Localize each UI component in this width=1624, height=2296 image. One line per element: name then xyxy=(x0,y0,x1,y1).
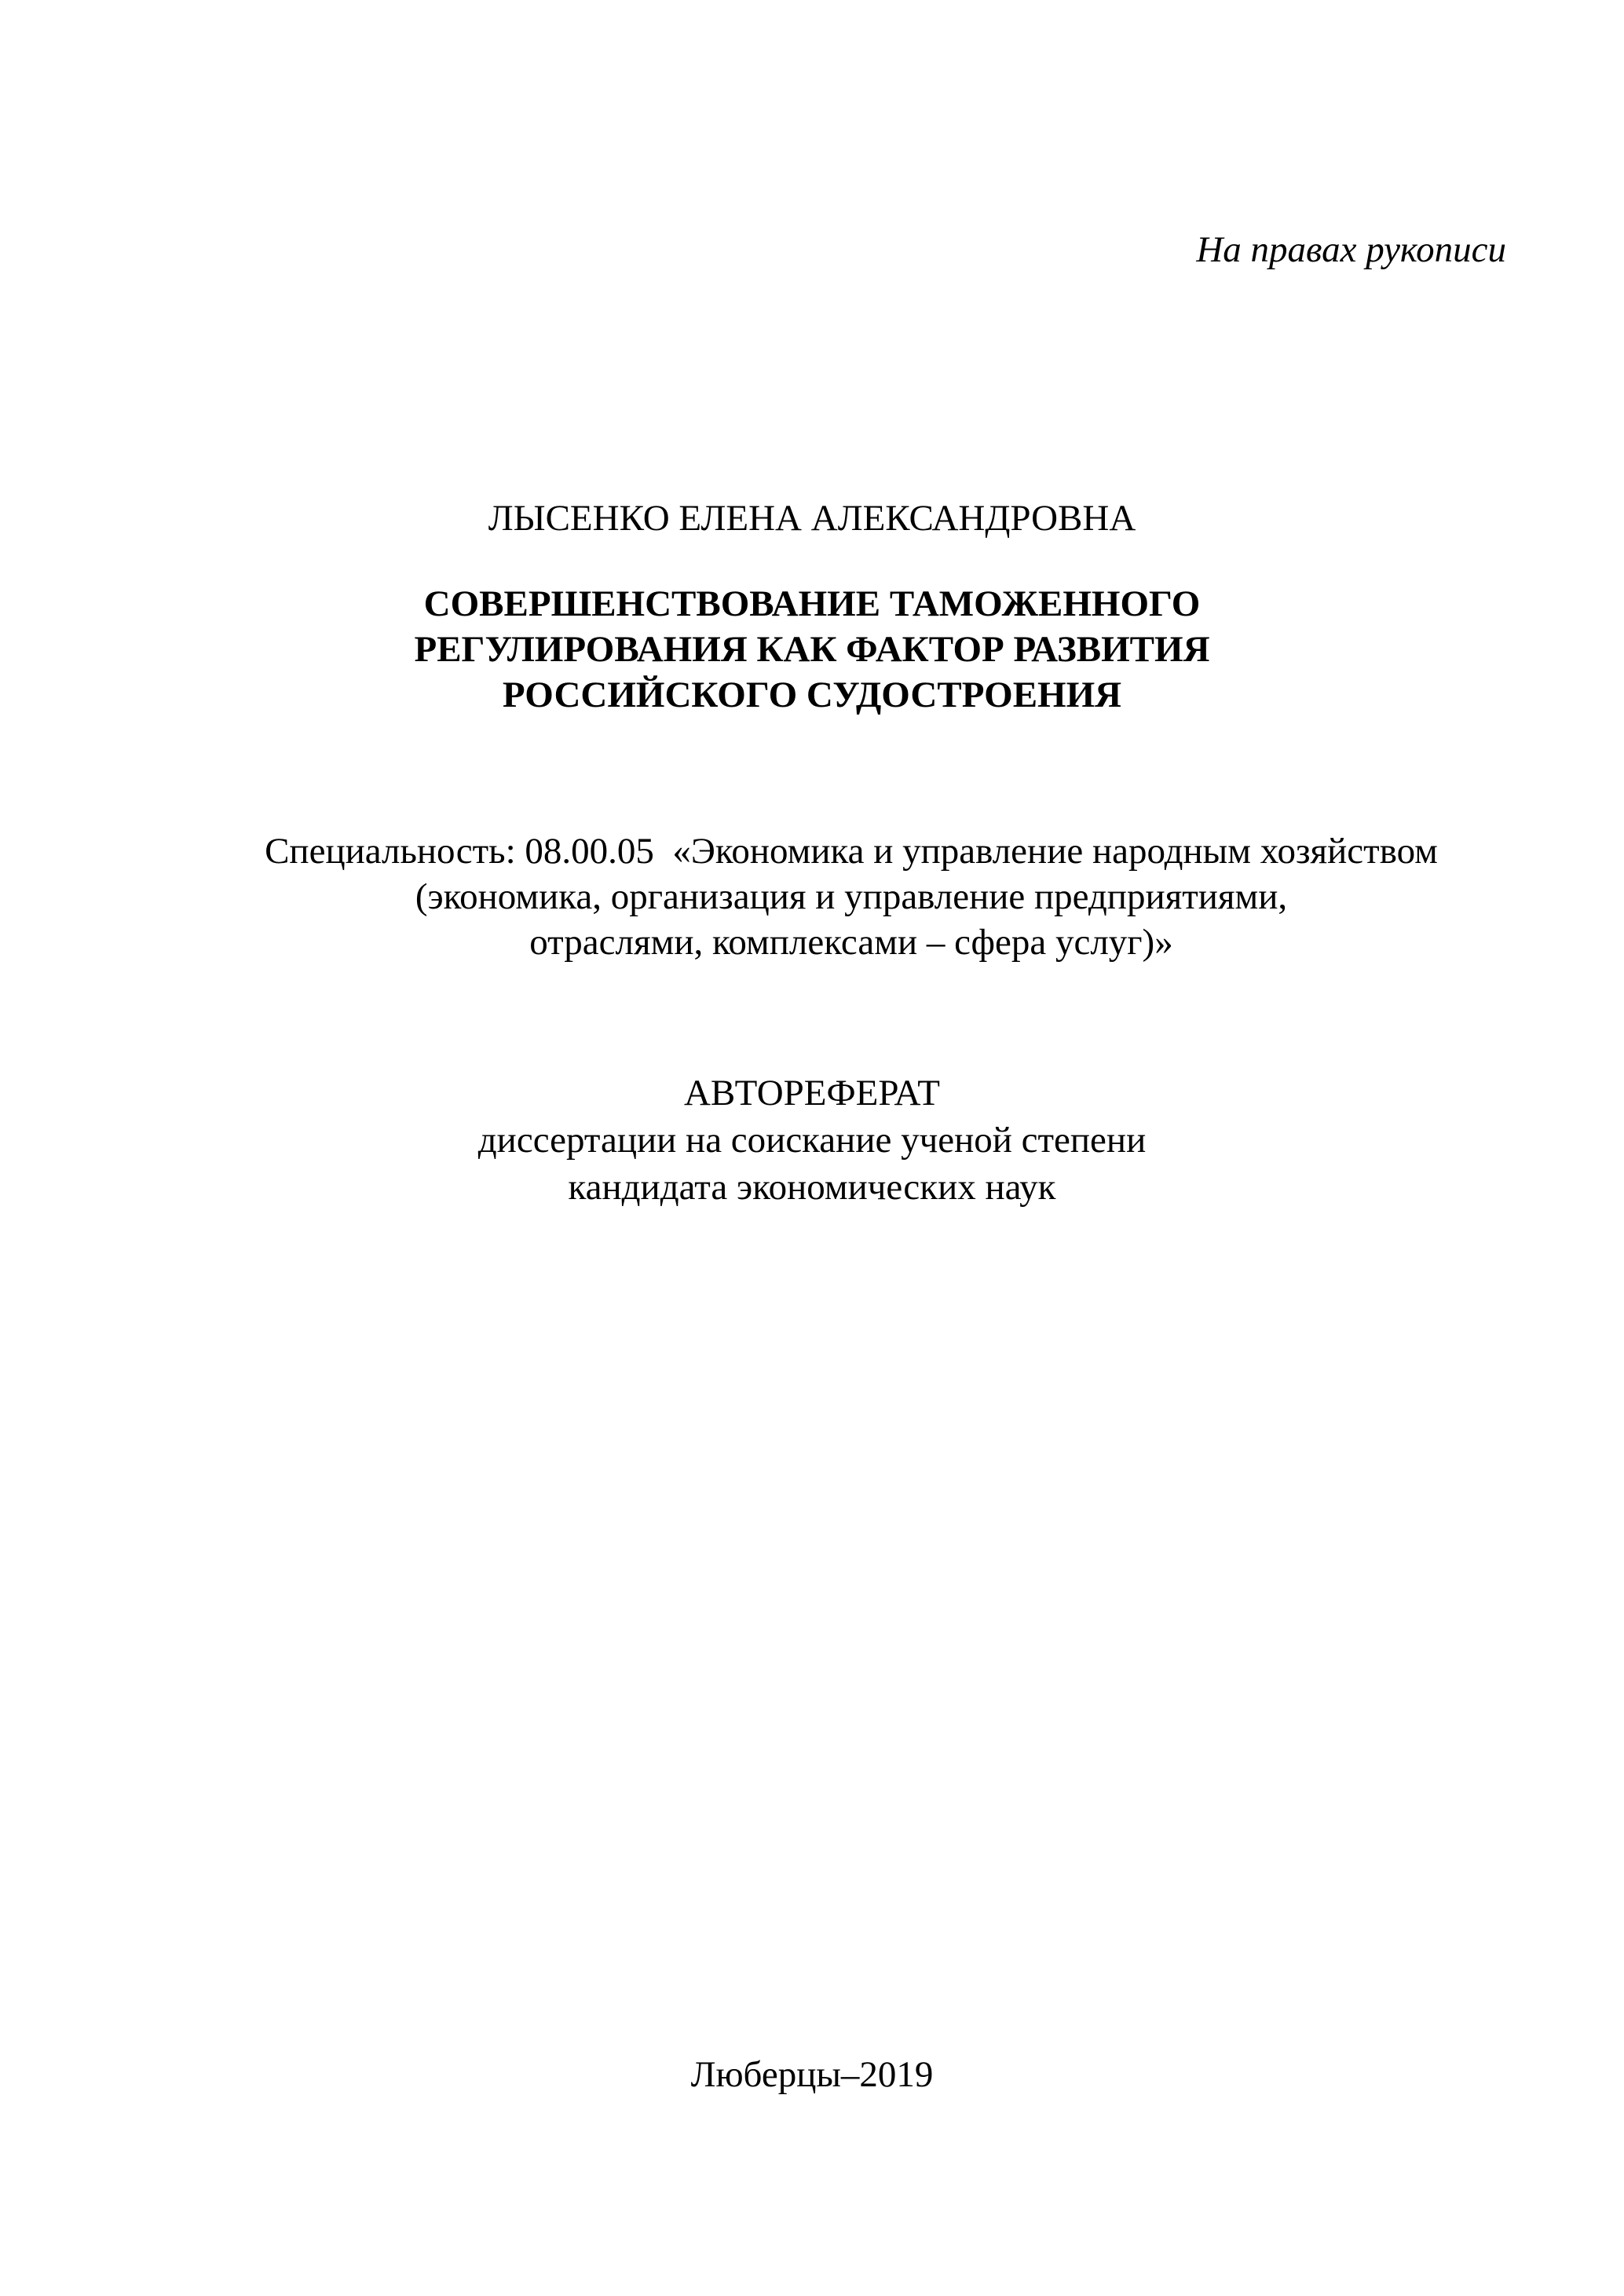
title-line: СОВЕРШЕНСТВОВАНИЕ ТАМОЖЕННОГО xyxy=(423,583,1201,624)
abstract-heading: АВТОРЕФЕРАТ xyxy=(683,1073,941,1113)
specialty-line: отраслями, комплексами – сфера услуг)» xyxy=(529,922,1173,963)
title-line: РОССИЙСКОГО СУДОСТРОЕНИЯ xyxy=(502,675,1122,715)
abstract-line: диссертации на соискание ученой степени xyxy=(477,1120,1147,1161)
abstract-block xyxy=(0,1069,1624,1211)
manuscript-rights-note: На правах рукописи xyxy=(1196,229,1506,270)
title-line: РЕГУЛИРОВАНИЯ КАК ФАКТОР РАЗВИТИЯ xyxy=(414,629,1210,670)
abstract-line: кандидата экономических наук xyxy=(568,1167,1056,1208)
specialty-line: Специальность: 08.00.05 «Экономика и управление народным хозяйством xyxy=(265,831,1438,872)
specialty-block xyxy=(0,828,1624,965)
city-year: Люберцы–2019 xyxy=(690,2054,934,2095)
specialty-line: (экономика, организация и управление предприятиями, xyxy=(415,876,1288,917)
dissertation-title xyxy=(0,581,1624,718)
author-name: ЛЫСЕНКО ЕЛЕНА АЛЕКСАНДРОВНА xyxy=(488,498,1136,539)
